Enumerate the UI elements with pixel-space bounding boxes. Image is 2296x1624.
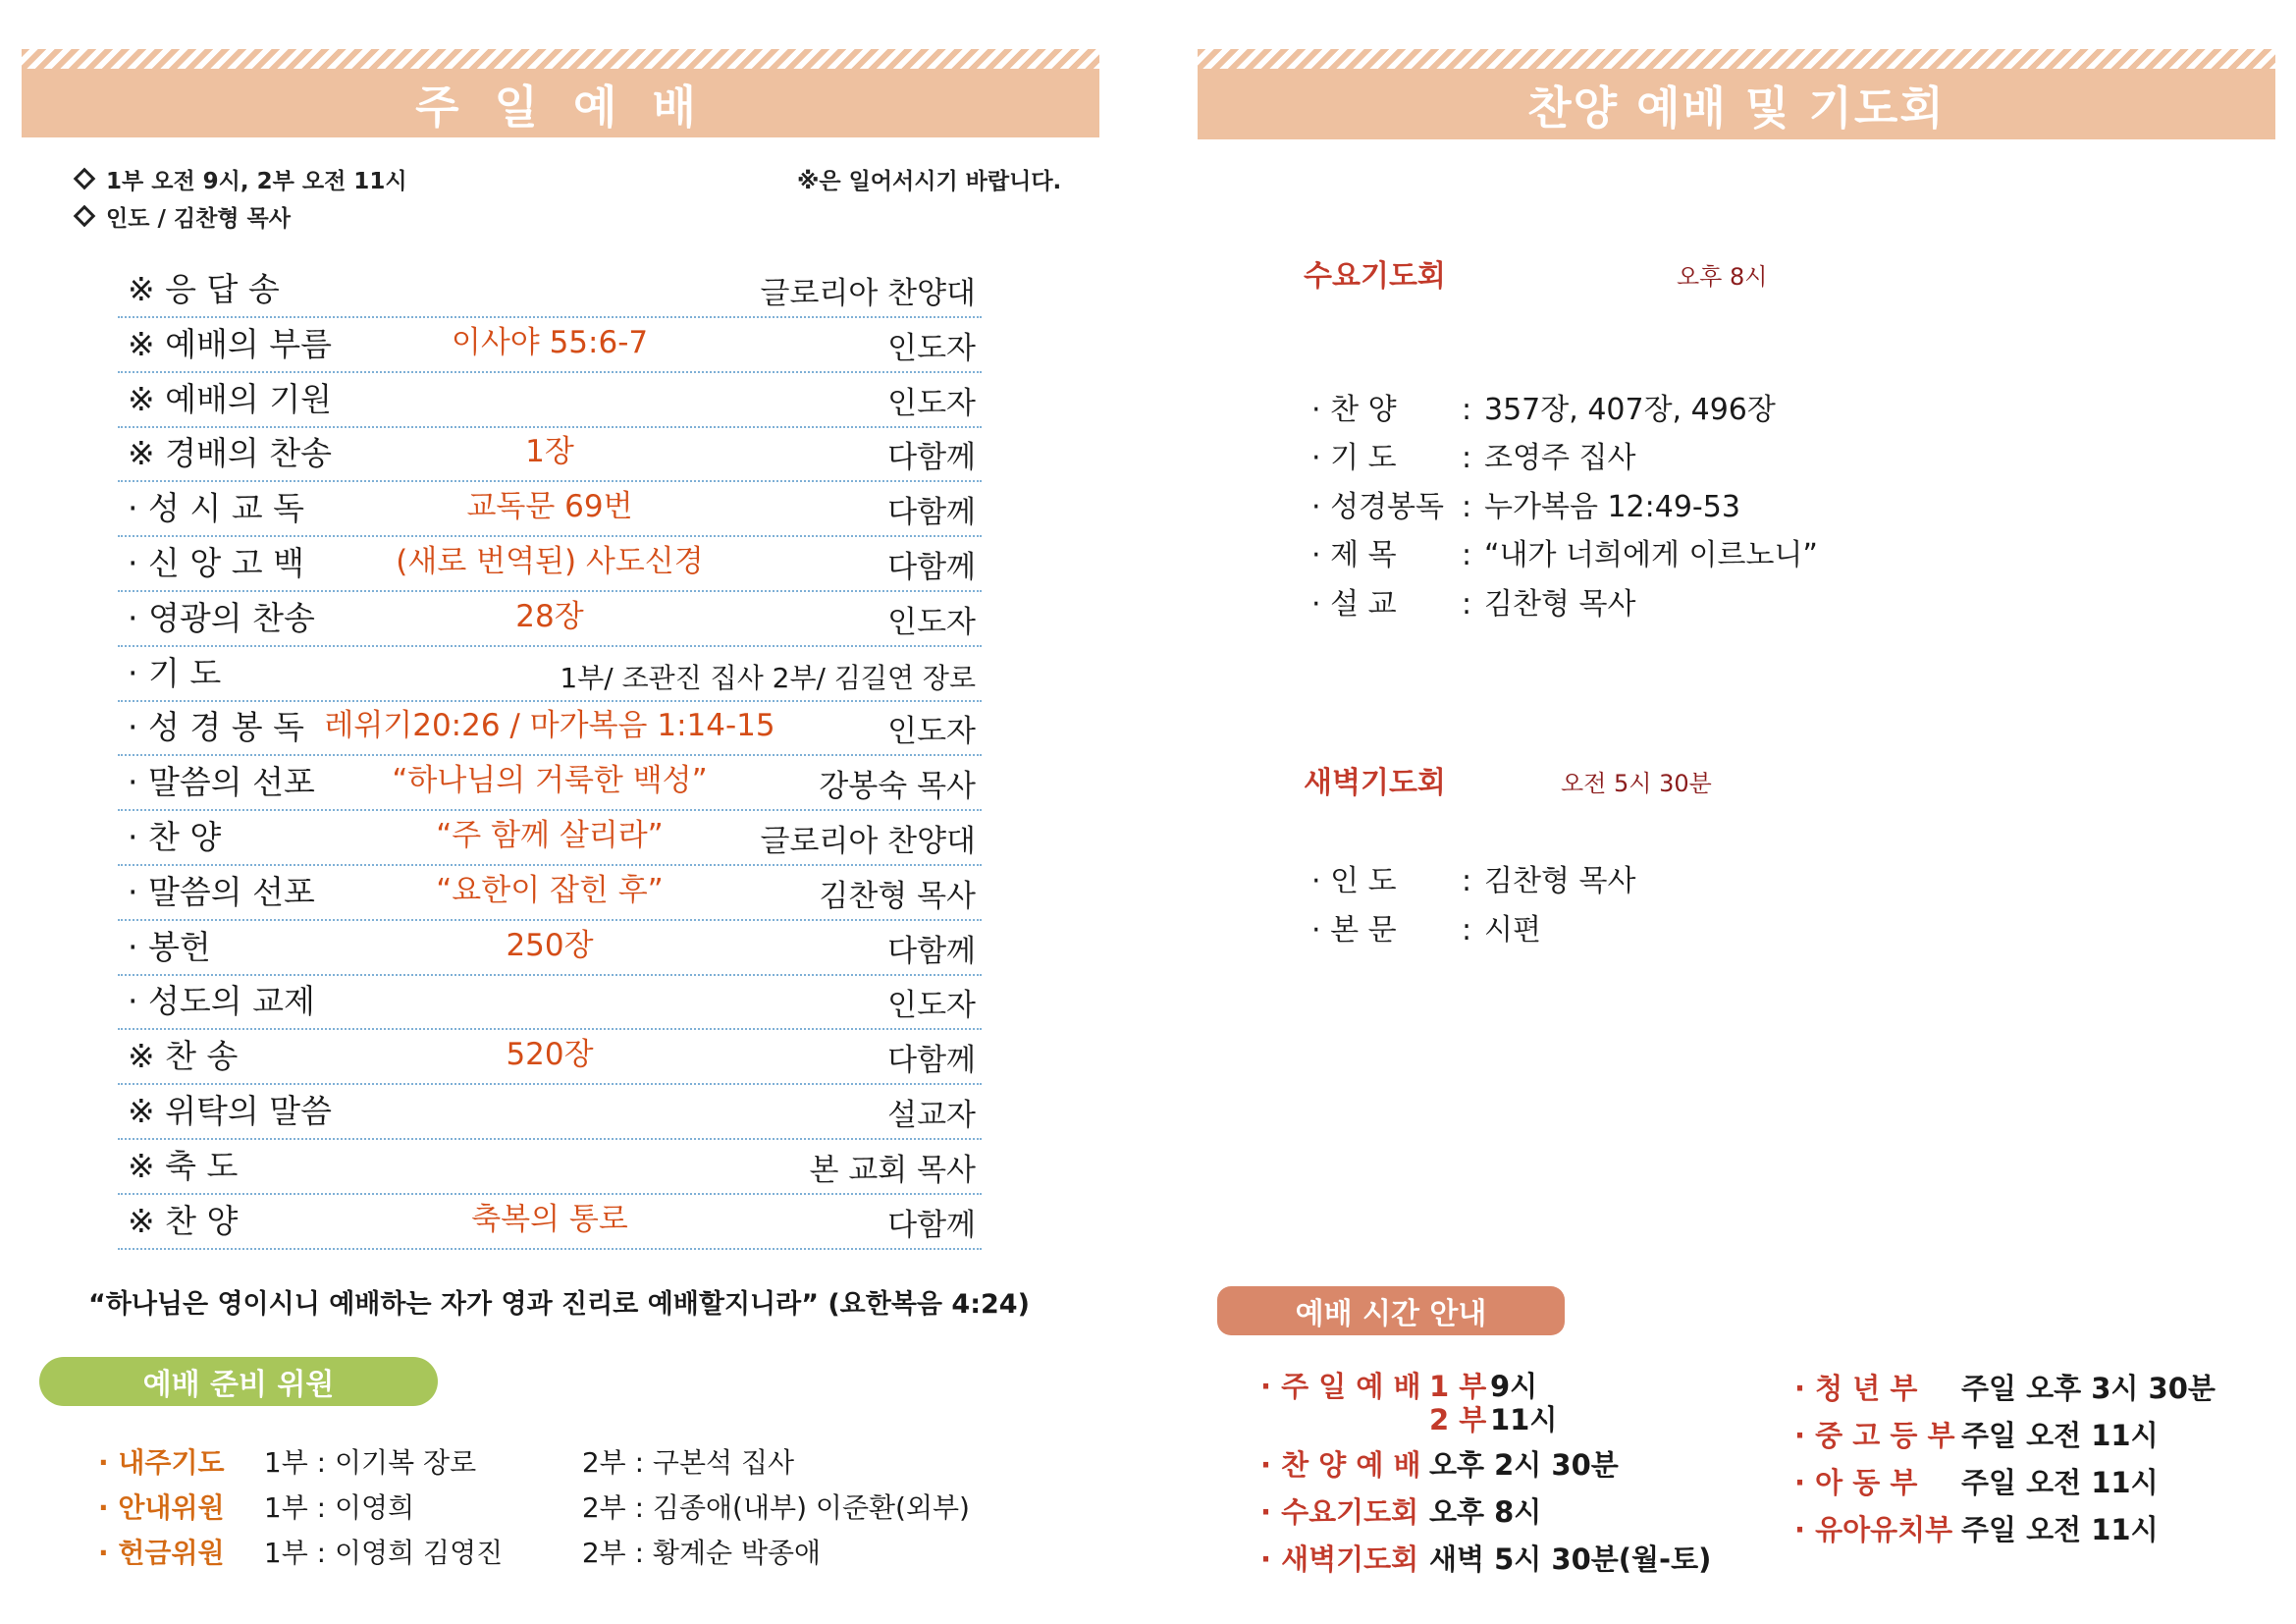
diamond-bullet-icon: [74, 205, 96, 228]
standing-note: ※은 일어서시기 바랍니다.: [797, 169, 1062, 194]
order-item-label: · 영광의 찬송: [128, 598, 315, 637]
page-title: 주 일 예 배: [415, 81, 706, 134]
sunday-worship-header: [22, 49, 1099, 137]
schedule-row: 2 부 11시: [1429, 1403, 1558, 1436]
order-item-label: ※ 찬 송: [128, 1037, 239, 1076]
diamond-bullet-icon: [74, 168, 96, 190]
worship-order-row: [118, 647, 982, 702]
order-item-label: ※ 경배의 찬송: [128, 434, 333, 473]
order-item-detail: (새로 번역된) 사도신경: [396, 544, 704, 579]
worship-order-row: [118, 756, 982, 811]
order-item-label: ※ 위탁의 말씀: [128, 1092, 333, 1130]
prep-row: · 내주기도 1부 : 이기복 장로 2부 : 구본석 집사: [98, 1446, 795, 1479]
order-item-label: · 말씀의 선포: [128, 763, 315, 802]
schedule-row: · 찬 양 예 배 오후 2시 30분: [1260, 1448, 1619, 1482]
dawn-item: · 인 도 : 김찬형 목사: [1311, 864, 1636, 898]
wednesday-prayer-title: 수요기도회: [1304, 259, 1446, 294]
dawn-prayer-title: 새벽기도회: [1304, 766, 1446, 800]
order-item-detail: “하나님의 거룩한 백성”: [392, 763, 708, 799]
worship-order-row: [118, 1085, 982, 1140]
order-item-detail: 이사야 55:6-7: [451, 324, 649, 360]
worship-order-row: [118, 975, 982, 1030]
order-item-label: ※ 응 답 송: [128, 270, 280, 308]
order-item-label: ※ 찬 양: [128, 1201, 239, 1240]
schedule-row: · 유아유치부 주일 오전 11시: [1794, 1513, 2159, 1546]
wednesday-prayer-time: 오후 8시: [1677, 263, 1768, 291]
order-item-leader: 김찬형 목사: [819, 878, 976, 914]
order-item-leader: 인도자: [887, 330, 976, 366]
order-item-label: · 말씀의 선포: [128, 872, 315, 911]
order-item-leader: 다함께: [887, 933, 976, 969]
service-times: 1부 오전 9시, 2부 오전 11시: [77, 163, 407, 195]
order-item-label: · 성 시 교 독: [128, 489, 304, 528]
worship-order-row: [118, 1195, 982, 1250]
wed-item: · 기 도 : 조영주 집사: [1311, 441, 1636, 475]
prep-row: · 헌금위원 1부 : 이영희 김영진 2부 : 황계순 박종애: [98, 1537, 822, 1569]
dawn-item: · 본 문 : 시편: [1311, 913, 1541, 947]
wed-item: · 설 교 : 김찬형 목사: [1311, 587, 1636, 622]
order-item-leader: 다함께: [887, 1043, 976, 1079]
order-item-detail: 520장: [506, 1037, 594, 1073]
worship-order-row: [118, 866, 982, 921]
page-title: 찬양 예배 및 기도회: [1527, 81, 1946, 135]
order-item-leader: 다함께: [887, 440, 976, 476]
service-schedule-badge: 예배 시간 안내: [1217, 1286, 1565, 1335]
schedule-row: · 수요기도회 오후 8시: [1260, 1495, 1542, 1529]
worship-order-row: [118, 482, 982, 537]
header-stripe: [22, 49, 1099, 69]
order-item-label: · 신 앙 고 백: [128, 544, 304, 582]
prep-row: · 안내위원 1부 : 이영희 2부 : 김종애(내부) 이준환(외부): [98, 1491, 970, 1524]
worship-order-row: [118, 592, 982, 647]
worship-order-row: [118, 701, 982, 756]
wed-item: · 찬 양 : 357장, 407장, 496장: [1311, 393, 1776, 427]
schedule-row: · 중 고 등 부 주일 오전 11시: [1794, 1419, 2159, 1452]
order-item-detail: 28장: [515, 598, 584, 634]
order-item-leader: 다함께: [887, 550, 976, 585]
order-item-leader: 글로리아 찬양대: [760, 824, 976, 859]
wed-item: · 성경봉독 : 누가복음 12:49-53: [1311, 490, 1740, 524]
dawn-prayer-time: 오전 5시 30분: [1561, 770, 1712, 797]
worship-order-row: [118, 537, 982, 592]
worship-order-row: [118, 263, 982, 318]
order-item-leader: 인도자: [887, 714, 976, 750]
order-item-label: ※ 예배의 부름: [128, 324, 333, 363]
worship-order-row: [118, 318, 982, 373]
worship-order-row: [118, 811, 982, 866]
order-item-label: · 봉헌: [128, 927, 211, 966]
worship-order-row: [118, 1030, 982, 1085]
order-item-detail: 축복의 통로: [471, 1201, 628, 1237]
order-item-label: · 성 경 봉 독: [128, 708, 304, 747]
schedule-row: · 청 년 부 주일 오후 3시 30분: [1794, 1372, 2216, 1405]
wed-item: · 제 목 : “내가 너희에게 이르노니”: [1311, 538, 1818, 572]
order-item-detail: 250장: [506, 927, 594, 963]
schedule-row: · 새벽기도회 새벽 5시 30분(월-토): [1260, 1543, 1712, 1576]
order-item-detail: 1장: [525, 434, 574, 470]
order-item-label: ※ 예배의 기원: [128, 379, 333, 418]
order-item-leader: 다함께: [887, 495, 976, 531]
order-item-leader: 강봉숙 목사: [819, 769, 976, 805]
order-item-leader: 본 교회 목사: [809, 1152, 976, 1188]
order-item-leader: 인도자: [887, 988, 976, 1024]
order-item-label: · 성도의 교제: [128, 982, 315, 1021]
order-item-leader: 글로리아 찬양대: [760, 276, 976, 311]
worship-order-row: [118, 373, 982, 428]
prep-committee-badge: 예배 준비 위원: [39, 1357, 438, 1406]
order-item-leader: 인도자: [887, 604, 976, 640]
order-item-leader: 인도자: [887, 385, 976, 421]
worship-order-row: [118, 427, 982, 482]
order-item-detail: 레위기20:26 / 마가복음 1:14-15: [324, 708, 775, 744]
schedule-row: · 주 일 예 배 1 부 9시: [1260, 1370, 1538, 1403]
order-item-detail: “주 함께 살리라”: [436, 818, 664, 853]
worship-order-row: [118, 921, 982, 976]
order-item-detail: “요한이 잡힌 후”: [436, 872, 664, 908]
order-item-detail: 교독문 69번: [466, 489, 633, 525]
leader-info: 인도 / 김찬형 목사: [77, 200, 291, 233]
scripture-verse: “하나님은 영이시니 예배하는 자가 영과 진리로 예배할지니라” (요한복음 4:24): [88, 1289, 1030, 1320]
order-item-label: · 찬 양: [128, 818, 222, 856]
praise-prayer-header: [1198, 49, 2275, 139]
order-item-leader: 다함께: [887, 1207, 976, 1243]
order-item-leader: 1부/ 조관진 집사 2부/ 김길연 장로: [560, 661, 976, 694]
order-item-leader: 설교자: [887, 1098, 976, 1133]
worship-order-row: [118, 1140, 982, 1195]
order-item-label: · 기 도: [128, 653, 222, 692]
header-stripe: [1198, 49, 2275, 69]
order-item-label: ※ 축 도: [128, 1146, 239, 1185]
schedule-row: · 아 동 부 주일 오전 11시: [1794, 1466, 2159, 1499]
